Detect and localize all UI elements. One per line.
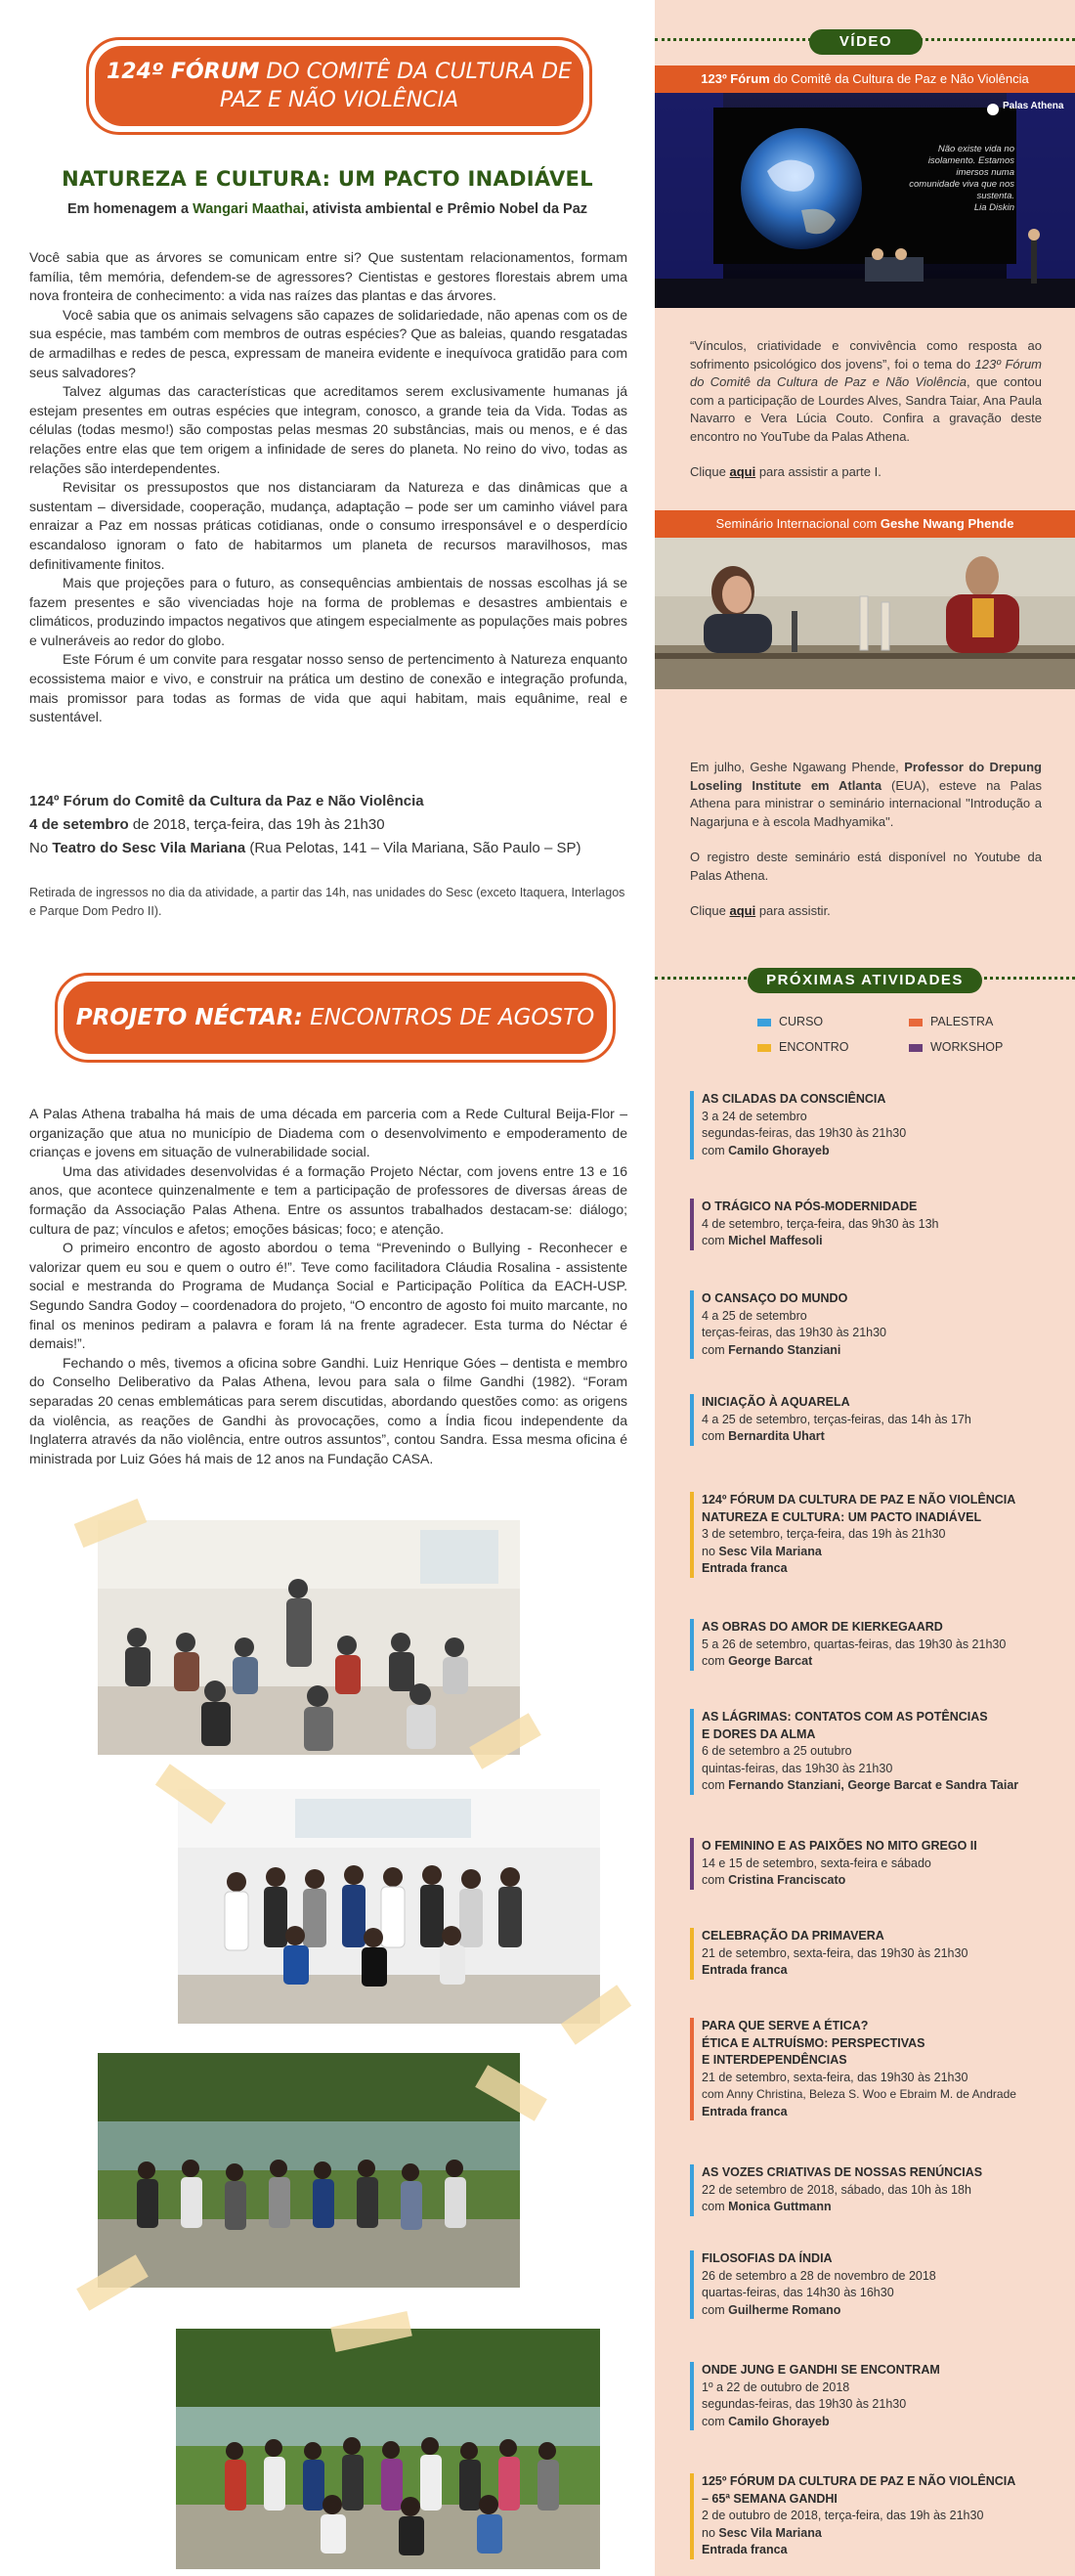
nectar-paragraph: O primeiro encontro de agosto abordou o tema “Prevenindo o Bullying - Reconhecer e valorizar quem eu sou e quem o outro é!”. Teve como facilitadora Cláudia Rosalina - assistente social e mestranda do Programa de Mudança Social e Participação Política da EACH-USP. Segundo Sandra Godoy – coordenadora do projeto, “O encontro de agosto foi muito marcante, no final os meninos pediram a palavra e foram lá na frente agradecer. Esta turma do Néctar é demais!”. — [29, 1240, 627, 1352]
activity-host: Cristina Franciscato — [728, 1873, 846, 1887]
activity-host: George Barcat — [728, 1654, 813, 1668]
activity-free-entry: Entrada franca — [702, 2104, 788, 2118]
video-desc-forum-em: 123º Fórum do Comitê da Cultura de Paz e Não Violência — [690, 356, 1043, 389]
legend-label: CURSO — [779, 1015, 824, 1028]
legend-workshop — [909, 1038, 1026, 1056]
nectar-title-bold: PROJETO NÉCTAR: — [75, 1005, 303, 1030]
video-desc-seminar-bold: Professor do Drepung Loseling Institute em Atlanta — [690, 760, 1042, 793]
activity-venue: Sesc Vila Mariana — [718, 1544, 822, 1558]
video-bar-seminar-bold: Geshe Nwang Phende — [880, 516, 1014, 531]
activity-host: Bernardita Uhart — [728, 1429, 825, 1443]
video-badge: VÍDEO — [809, 29, 923, 55]
activity-line: 5 a 26 de setembro, quartas-feiras, das 19h30 às 21h30 — [702, 1637, 1007, 1651]
nectar-paragraph: Uma das atividades desenvolvidas é a formação Projeto Néctar, com jovens entre 13 e 16 anos, que acontece quinzenalmente e tem a participação de professores de diversas áreas de formação da Associação Palas Athena. Entre os assuntos trabalhados destacam-se: diálogo; cultura de paz; vínculos e afetos; emoções básicas; foco; e atenção. — [29, 1162, 627, 1237]
activity-with-pre: com — [702, 1342, 729, 1357]
event-venue: Teatro do Sesc Vila Mariana — [52, 840, 246, 856]
forum-title-bold: 124º FÓRUM — [106, 60, 260, 84]
legend-swatch — [909, 1019, 923, 1026]
photo-group-indoor — [178, 1789, 600, 2024]
forum-subtitle-post: , ativista ambiental e Prêmio Nobel da Paz — [304, 201, 588, 217]
activity-host: Monica Guttmann — [728, 2200, 832, 2213]
video-bar-forum-rest: do Comitê da Cultura de Paz e Não Violência — [769, 71, 1029, 86]
activity-host: Camilo Ghorayeb — [728, 1143, 830, 1157]
forum-subtitle — [29, 201, 625, 217]
event-time: de 2018, terça-feira, das 19h às 21h30 — [128, 816, 385, 833]
activity-title-2: E DORES DA ALMA — [702, 1726, 816, 1741]
activity-with-pre: com — [702, 1234, 729, 1247]
photo-classroom-circle — [98, 1520, 520, 1755]
legend-swatch — [757, 1019, 771, 1026]
forum-event-info — [29, 790, 627, 860]
activity-title: ONDE JUNG E GANDHI SE ENCONTRAM — [702, 2363, 940, 2377]
video-desc-seminar-pre: Em julho, Geshe Ngawang Phende, — [690, 760, 905, 774]
activity-title: AS OBRAS DO AMOR DE KIERKEGAARD — [702, 1620, 943, 1634]
activity-item[interactable] — [690, 1709, 1052, 1795]
activity-with-pre: com — [702, 1429, 729, 1443]
nectar-paragraph: Fechando o mês, tivemos a oficina sobre Gandhi. Luiz Henrique Góes – dentista e membro do Conselho Deliberativo da Palas Athena, levou para sala o filme Gandhi (1982). “Foram separadas 20 cenas emblemáticas para serem discutidas, abordando questões como: as origens da violência, as reações de Gandhi às provocações, como a Índia ficou independente da Inglaterra através da não violência, entre outros assuntos”, contou Sandra. Essa mesma oficina é ministrada por Luiz Góes há mais de 12 anos na Fundação CASA. — [29, 1354, 627, 1466]
legend-curso — [757, 1013, 875, 1030]
activity-title: O TRÁGICO NA PÓS-MODERNIDADE — [702, 1200, 918, 1213]
activity-line: 4 a 25 de setembro — [702, 1308, 807, 1323]
activity-line: 21 de setembro, sexta-feira, das 19h30 às 21h30 — [702, 1945, 968, 1960]
activity-title: INICIAÇÃO À AQUARELA — [702, 1395, 850, 1409]
activity-line: quartas-feiras, das 14h30 às 16h30 — [702, 2286, 894, 2299]
forum-paragraph: Você sabia que as árvores se comunicam entre si? Que sustentam relacionamentos, formam família, têm memória, defendem-se de agressores? Cientistas e gestores florestais abrem uma nova fronteira de conhecimento: a vida nas raízes das plantas e das árvores. — [29, 249, 627, 304]
click1-post: para assistir a parte I. — [755, 464, 882, 479]
activity-title: O FEMININO E AS PAIXÕES NO MITO GREGO II — [702, 1839, 977, 1853]
activity-line: 3 de setembro, terça-feira, das 19h às 21h30 — [702, 1527, 946, 1541]
click1-pre: Clique — [690, 464, 730, 479]
forum-paragraph: Você sabia que os animais selvagens são capazes de solidariedade, não apenas com os de sua espécie, mas também com membros de outras espécies? Que as baleias, quando resgatadas de armadilhas e redes de pesca, expressam de maneira evidente e inequívoca gratidão para com seus salvadores? — [29, 306, 627, 380]
activity-line: com Anny Christina, Beleza S. Woo e Ebraim M. de Andrade — [702, 2087, 1016, 2101]
activity-line: 6 de setembro a 25 outubro — [702, 1744, 852, 1758]
activity-line: 14 e 15 de setembro, sexta-feira e sábado — [702, 1856, 931, 1870]
activity-title: AS VOZES CRIATIVAS DE NOSSAS RENÚNCIAS — [702, 2165, 983, 2179]
video-thumbnail-forum[interactable] — [655, 93, 1075, 308]
forum-paragraph: Revisitar os pressupostos que nos distanciaram da Natureza e das dinâmicas que a sustentam – diversidade, cooperação, mudança, adaptação – pode ser um caminho viável para enraizar a Paz em nossas práticas cotidianas, onde o consumo irresponsável e o desperdício escandaloso ignoram o fato de habitarmos um planeta de recursos maravilhosos, mas definitivamente finitos. — [29, 479, 627, 572]
activity-line: 4 a 25 de setembro, terças-feiras, das 14h às 17h — [702, 1412, 971, 1426]
video-bar-forum — [655, 65, 1075, 93]
activity-item[interactable] — [690, 2164, 1052, 2216]
activity-with-pre: com — [702, 1654, 729, 1668]
forum-subtitle-pre: Em homenagem a — [66, 201, 194, 217]
activity-line: 26 de setembro a 28 de novembro de 2018 — [702, 2268, 936, 2283]
nectar-body — [29, 1105, 627, 1468]
activity-free-entry: Entrada franca — [702, 1561, 788, 1575]
upcoming-badge: PRÓXIMAS ATIVIDADES — [748, 968, 982, 993]
video-desc-forum-post: , que contou com a participação de Lourdes Alves, Sandra Taiar, Ana Paula Navarro e Vera Lúcia Couto. Confira a gravação deste encontro no YouTube da Palas Athena. — [690, 374, 1043, 444]
activity-title-3: E INTERDEPENDÊNCIAS — [702, 2053, 847, 2067]
activity-line: 2 de outubro de 2018, terça-feira, das 19h às 21h30 — [702, 2509, 984, 2522]
upcoming-header — [655, 968, 1075, 987]
activity-host: Michel Maffesoli — [728, 1234, 823, 1247]
activity-item[interactable] — [690, 1492, 1052, 1578]
activity-line: quintas-feiras, das 19h30 às 21h30 — [702, 1761, 893, 1775]
activity-item[interactable] — [690, 2473, 1052, 2559]
activity-host: Fernando Stanziani, George Barcat e Sandra Taiar — [728, 1778, 1019, 1792]
watch-seminar-link[interactable]: aqui — [729, 903, 756, 918]
activity-title: 124º FÓRUM DA CULTURA DE PAZ E NÃO VIOLÊNCIA — [702, 1493, 1016, 1506]
photo-group-lake — [98, 2053, 520, 2288]
watch-part1-link[interactable]: aqui — [729, 464, 756, 479]
activity-line: 22 de setembro de 2018, sábado, das 10h às 18h — [702, 2182, 971, 2197]
legend-label: ENCONTRO — [779, 1040, 849, 1054]
video-header — [655, 29, 1075, 49]
nectar-title-rest: ENCONTROS DE AGOSTO — [302, 1005, 595, 1030]
activity-title-2: ÉTICA E ALTRUÍSMO: PERSPECTIVAS — [702, 2035, 925, 2050]
event-place-pre: No — [29, 840, 53, 856]
activity-item[interactable] — [690, 2362, 1052, 2430]
video-desc-seminar-b: O registro deste seminário está disponível no Youtube da Palas Athena. — [690, 850, 1042, 883]
activity-with-pre: com — [702, 2200, 729, 2213]
event-date: 4 de setembro — [29, 816, 129, 833]
video-bar-forum-bold: 123º Fórum — [701, 71, 770, 86]
activity-title: CELEBRAÇÃO DA PRIMAVERA — [702, 1929, 884, 1943]
video-bar-seminar — [655, 510, 1075, 538]
video-desc-forum-pre: “Vínculos, criatividade e convivência como resposta ao sofrimento psicológico dos jovens”, foi o tema do — [690, 338, 1042, 371]
legend-label: PALESTRA — [930, 1015, 994, 1028]
click2-pre: Clique — [690, 903, 730, 918]
activity-item[interactable] — [690, 1838, 1052, 1890]
activity-item[interactable] — [690, 1619, 1052, 1671]
activity-line: segundas-feiras, das 19h30 às 21h30 — [702, 2397, 907, 2411]
activity-title: AS LÁGRIMAS: CONTATOS COM AS POTÊNCIAS — [702, 1710, 988, 1724]
video-thumbnail-seminar[interactable] — [655, 538, 1075, 689]
forum-paragraph: Talvez algumas das características que acreditamos serem exclusivamente humanas já estejam presentes em outras espécies que integram, conosco, a grande teia da Vida. Todas as células (todas mesmo!) são compostas pelas mesmas 20 substâncias, mais ou menos, e é das relações entre elas que tem origem a infinidade de seres do planeta. No reino do vivo, todas as relações são interdependentes. — [29, 383, 627, 476]
activity-free-entry: Entrada franca — [702, 2543, 788, 2556]
forum-body — [29, 248, 627, 727]
activity-line: terças-feiras, das 19h30 às 21h30 — [702, 1326, 887, 1339]
photo-group-outdoor — [176, 2329, 600, 2569]
activity-with-pre: com — [702, 2414, 729, 2428]
palas-athena-logo: Palas Athena — [1003, 101, 1064, 111]
legend-encontro — [757, 1038, 875, 1056]
forum-heading: NATUREZA E CULTURA: UM PACTO INADIÁVEL — [62, 167, 593, 191]
legend-label: WORKSHOP — [930, 1040, 1004, 1054]
activity-with-pre: no — [702, 1544, 719, 1558]
activity-host: Guilherme Romano — [728, 2302, 841, 2317]
video-desc-forum — [690, 337, 1042, 482]
event-name: 124º Fórum do Comitê da Cultura da Paz e Não Violência — [29, 793, 424, 809]
nectar-paragraph: A Palas Athena trabalha há mais de uma década em parceria com a Rede Cultural Beija-Flor – organização que atua no município de Diadema com o desenvolvimento e empoderamento de crianças e jovens em situação de vulnerabilidade social. — [29, 1106, 627, 1160]
activity-title: FILOSOFIAS DA ÍNDIA — [702, 2251, 833, 2265]
forum-paragraph: Este Fórum é um convite para resgatar nosso senso de pertencimento à Natureza enquanto ecossistema maior e vivo, e construir na prática um destino de conexão e integração profunda, mais promissor para todas as formas de vida que aqui habitam, mais equânime, real e sustentável. — [29, 651, 627, 725]
legend-swatch — [909, 1044, 923, 1052]
activity-item[interactable] — [690, 1199, 1052, 1250]
activity-item[interactable] — [690, 1290, 1052, 1359]
activity-title: AS CILADAS DA CONSCIÊNCIA — [702, 1092, 886, 1106]
forum-paragraph: Mais que projeções para o futuro, as consequências ambientais de nossas escolhas já se fazem presentes e são vivenciadas hoje na forma de problemas e desastres ambientais e climáticos, produzindo impactos negativos que atingem especialmente as populações mais pobres e vulneráveis ao redor do globo. — [29, 575, 627, 648]
legend-swatch — [757, 1044, 771, 1052]
activity-item[interactable] — [690, 2250, 1052, 2319]
activity-title-2: – 65ª SEMANA GANDHI — [702, 2491, 838, 2506]
slide-quote-author: Lia Diskin — [973, 202, 1014, 213]
activity-item[interactable] — [690, 1394, 1052, 1446]
nectar-title-banner — [55, 973, 616, 1063]
legend-palestra — [909, 1013, 1026, 1030]
activity-line: segundas-feiras, das 19h30 às 21h30 — [702, 1126, 907, 1140]
forum-title-banner — [86, 37, 592, 135]
video-desc-seminar-post: (EUA), esteve na Palas Athena para ministrar o seminário internacional "Introdução a Nagarjuna e à escola Madhyamika". — [690, 777, 1043, 829]
activity-title-2: NATUREZA E CULTURA: UM PACTO INADIÁVEL — [702, 1509, 982, 1524]
slide-quote-text: Não existe vida no isolamento. Estamos imersos numa comunidade viva que nos sustenta. — [909, 144, 1014, 201]
activity-item[interactable] — [690, 1091, 1052, 1159]
activity-with-pre: no — [702, 2525, 719, 2540]
activity-with-pre: com — [702, 1873, 729, 1887]
activity-item[interactable] — [690, 2018, 1052, 2120]
activity-host: Fernando Stanziani — [728, 1342, 841, 1357]
activity-title: O CANSAÇO DO MUNDO — [702, 1291, 848, 1305]
activity-line: 3 a 24 de setembro — [702, 1109, 807, 1123]
activity-line: 4 de setembro, terça-feira, das 9h30 às 13h — [702, 1216, 939, 1231]
activity-title: PARA QUE SERVE A ÉTICA? — [702, 2019, 869, 2032]
event-address: (Rua Pelotas, 141 – Vila Mariana, São Paulo – SP) — [245, 840, 581, 856]
forum-subtitle-name: Wangari Maathai — [193, 201, 305, 217]
activity-venue: Sesc Vila Mariana — [718, 2525, 822, 2540]
activity-line: 1º a 22 de outubro de 2018 — [702, 2380, 850, 2394]
video-bar-seminar-pre: Seminário Internacional com — [715, 516, 881, 531]
activity-free-entry: Entrada franca — [702, 1963, 788, 1977]
activity-title: 125º FÓRUM DA CULTURA DE PAZ E NÃO VIOLÊNCIA — [702, 2474, 1016, 2488]
activity-with-pre: com — [702, 2302, 729, 2317]
video-desc-seminar — [690, 759, 1042, 921]
activity-line: 21 de setembro, sexta-feira, das 19h30 às 21h30 — [702, 2070, 968, 2084]
ticket-note: Retirada de ingressos no dia da atividade, a partir das 14h, nas unidades do Sesc (exceto Itaquera, Interlagos e Parque Dom Pedro II). — [29, 886, 625, 918]
video-slide-quote — [907, 144, 1014, 214]
activity-with-pre: com — [702, 1778, 729, 1792]
activity-with-pre: com — [702, 1143, 729, 1157]
click2-post: para assistir. — [755, 903, 831, 918]
activity-host: Camilo Ghorayeb — [728, 2414, 830, 2428]
forum-title-rest: DO COMITÊ DA CULTURA DE PAZ E NÃO VIOLÊNCIA — [219, 60, 573, 112]
activity-item[interactable] — [690, 1928, 1052, 1980]
